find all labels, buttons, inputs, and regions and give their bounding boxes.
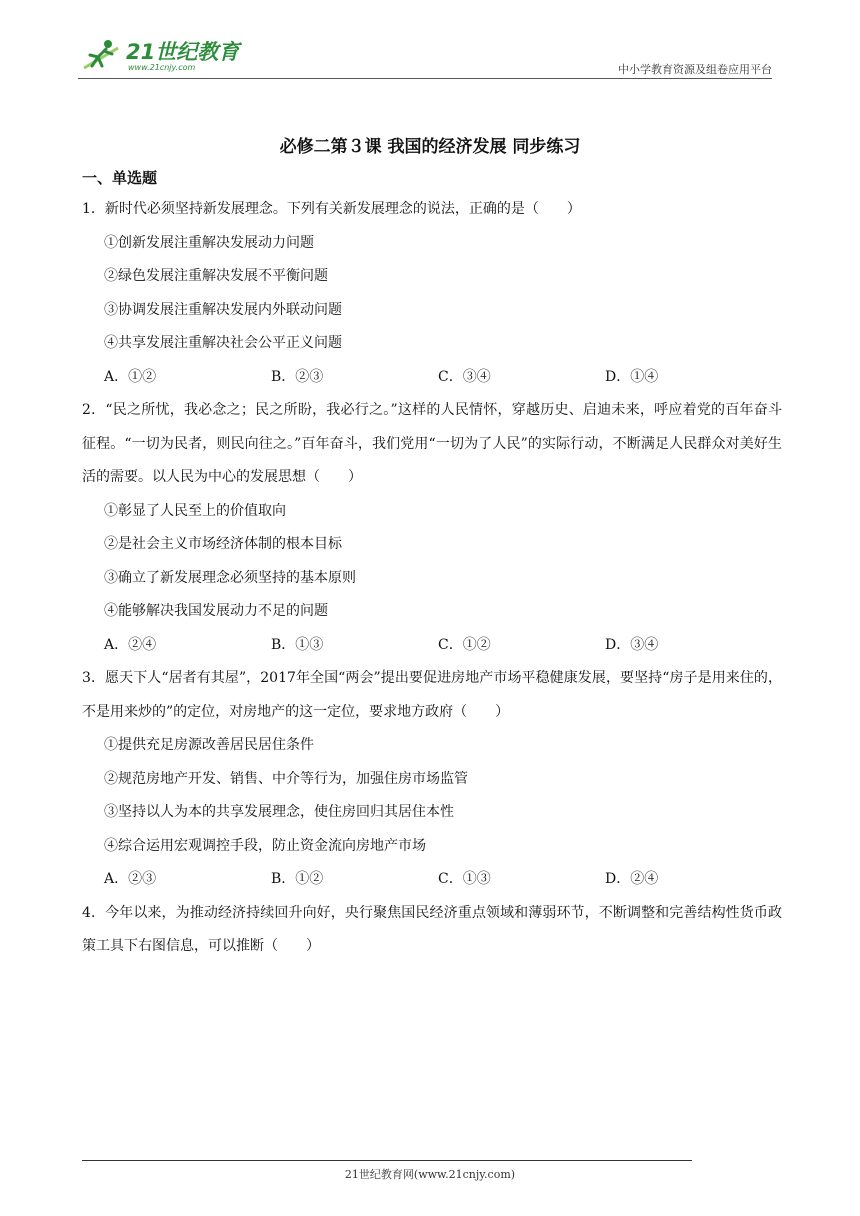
statement-option: ④共享发展注重解决社会公平正义问题	[104, 335, 342, 351]
answer-choices	[82, 863, 782, 897]
question-2	[82, 394, 782, 662]
question-list	[82, 193, 782, 964]
statement-option: ③协调发展注重解决发展内外联动问题	[104, 301, 342, 318]
choice-b[interactable]: B．①②	[271, 871, 324, 887]
choice-d[interactable]: D．②④	[605, 871, 659, 887]
choice-a[interactable]: A．②③	[104, 871, 157, 887]
question-stem: 2．“民之所忧，我必念之；民之所盼，我必行之。”这样的人民情怀，穿越历史、启迪未来，呼应着党的百年奋斗征程。“一切为民者，则民向往之。”百年奋斗，我们党用“一切为了人民”的实际行动，不断满足人民群众对美好生活的需要。以人民为中心的发展思想（ ）	[82, 402, 782, 485]
statement-option: ②绿色发展注重解决发展不平衡问题	[104, 268, 328, 284]
logo-text: 21世纪教育	[126, 40, 240, 64]
question-stem: 1．新时代必须坚持新发展理念。下列有关新发展理念的说法，正确的是（ ）	[82, 201, 581, 217]
choice-a[interactable]: A．②④	[104, 636, 157, 653]
question-4	[82, 897, 782, 964]
question-stem: 3．愿天下人“居者有其屋”，2017年全国“两会”提出要促进房地产市场平稳健康发展，要坚持“房子是用来住的，不是用来炒的”的定位，对房地产的这一定位，要求地方政府（ ）	[82, 670, 782, 720]
page-header	[78, 28, 772, 80]
footer-divider	[82, 1160, 692, 1161]
statement-option: ③确立了新发展理念必须坚持的基本原则	[104, 569, 356, 586]
header-divider	[78, 78, 772, 79]
answer-choices	[82, 629, 782, 663]
choice-a[interactable]: A．①②	[104, 368, 157, 385]
choice-c[interactable]: C．③④	[438, 368, 491, 385]
statement-option: ②是社会主义市场经济体制的根本目标	[104, 536, 342, 552]
answer-choices	[82, 361, 782, 395]
question-1	[82, 193, 782, 394]
runner-icon	[78, 38, 122, 74]
statement-option: ④能够解决我国发展动力不足的问题	[104, 603, 328, 619]
page-title: 必修二第３课 我国的经济发展 同步练习	[279, 137, 581, 157]
choice-d[interactable]: D．③④	[605, 636, 659, 653]
choice-b[interactable]: B．①③	[271, 636, 324, 653]
statement-option: ④综合运用宏观调控手段，防止资金流向房地产市场	[104, 837, 426, 854]
statement-option: ③坚持以人为本的共享发展理念，使住房回归其居住本性	[104, 804, 454, 820]
question-stem: 4．今年以来，为推动经济持续回升向好，央行聚焦国民经济重点领域和薄弱环节，不断调整和完善结构性货币政策工具下右图信息，可以推断（ ）	[82, 904, 782, 954]
choice-c[interactable]: C．①②	[438, 636, 491, 653]
statement-option: ①提供充足房源改善居民居住条件	[104, 737, 314, 753]
page-footer: 21世纪教育网(www.21cnjy.com)	[344, 1168, 516, 1181]
statement-option: ②规范房地产开发、销售、中介等行为，加强住房市场监管	[104, 770, 468, 787]
section-heading: 一、单选题	[82, 169, 158, 187]
choice-b[interactable]: B．②③	[271, 368, 324, 385]
statement-option: ①创新发展注重解决发展动力问题	[104, 234, 314, 251]
platform-label: 中小学教育资源及组卷应用平台	[618, 63, 772, 76]
question-3	[82, 662, 782, 897]
logo-url: www.21cnjy.com	[128, 63, 196, 72]
choice-c[interactable]: C．①③	[438, 871, 491, 887]
statement-option: ①彰显了人民至上的价值取向	[104, 502, 286, 519]
site-logo	[78, 34, 248, 78]
choice-d[interactable]: D．①④	[605, 368, 659, 385]
